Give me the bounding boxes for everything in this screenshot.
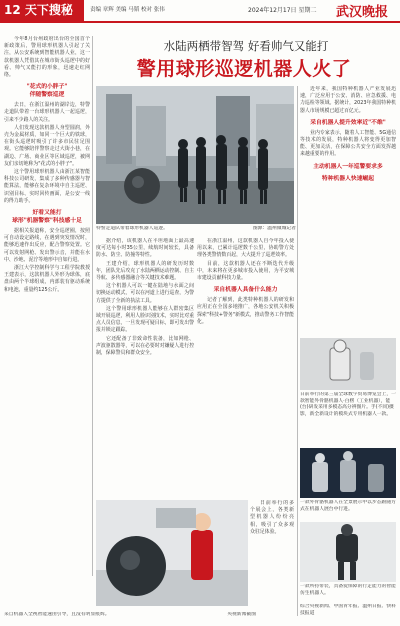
section-label: 12 天下搜秘: [0, 0, 84, 21]
para-14: 近年来，我国特种机器人产业发展迅速，广泛应用于公安、消防、应急救援、电力巡检等领域。据统计，2023年我国特种机器人市场规模已超过百亿元。: [300, 86, 396, 114]
subhead-5: 主动机器人一年巡警要求多: [313, 163, 383, 170]
right-column: [300, 86, 396, 336]
main-photo-caption: 特警走道队带着球形机器人巡逻。: [96, 226, 168, 231]
left-column: [4, 36, 90, 616]
middle-column: [96, 238, 194, 500]
robot-photo-2-caption: 一款外骨骼机器人在全景展示中以步态跟随方式在机器人展台中行进。: [300, 500, 396, 512]
para-9: 这个警用球形机器人能够在人群密集区域开展巡逻，利用人脸识别技术，实时比对重点人员信息，一旦发现可疑目标，即可发出警报并锁定跟踪。: [96, 305, 194, 334]
center-column: [197, 238, 294, 500]
headline-kicker: 水陆两栖带智驾 好看帅气又能打: [163, 39, 329, 53]
robot-photo-3: [300, 522, 396, 582]
para-3: 这个警用球形机器人由浙江某智能科技公司研发，集成了多种传感器与智能算法，能够在复杂环境中自主巡逻、识别目标、实时回传画面，是公安一线的得力助手。: [4, 169, 90, 204]
bottom-photo: [96, 500, 248, 606]
bottom-photo-credit: 央视新闻截图: [227, 612, 256, 617]
column-rule: [92, 36, 93, 576]
main-photo-credit: 图源：温州微城记者: [252, 226, 296, 231]
para-10: 它还配备了非致命性装备，比如网枪、声波驱散器等，可以在必要时对嫌疑人进行控制，保障警员和群众安全。: [96, 335, 194, 357]
para-15: 业内专家表示，随着人工智能、5G通信等技术的发展，特种机器人将变得更加智能、更加灵活，在保障公共安全方面发挥越来越重要的作用。: [300, 129, 396, 158]
subhead-3: 采自机器人具备什么能力: [213, 287, 278, 294]
subhead-6: 特种机器人快速崛起: [321, 175, 375, 182]
robot-photo-1-caption: 日前举行的第三届全球数字贸易博览会上，一款智能外骨骼机器人·白楞（工业机器），能(台)研发采用多模态高分辨图片。手(不同)摄影，新全新设计的模块式专用机器人一款。: [300, 392, 396, 417]
para-6: 据介绍，该机器人在平坦地面上最高速度可达每小时35公里，续航时间较长，具备防水、防尘、防撞等特性。: [96, 238, 194, 259]
issue-date: 2024年12月17日 星期二: [248, 7, 317, 14]
robot-photo-2: [300, 448, 396, 498]
narrow-column: [250, 500, 294, 610]
masthead: [0, 0, 400, 22]
subhead-1: "花式的小胖子" 伴随警察巡逻: [26, 84, 68, 99]
subhead-4: 采自机器人提升效率近"不维": [310, 119, 386, 126]
robot-photo-1: [300, 338, 396, 390]
headline-title: 警用球形巡逻机器人火了: [136, 58, 352, 80]
right-rule: [297, 86, 298, 616]
para-11: 在浙江温州，这款机器人自今年投入使用以来，已累计巡逻数千公里，协助警方处理各类警情数百起，大大提升了巡逻效率。: [197, 238, 294, 259]
robot-photo-3-caption: 一款所持带装，具备爱保障的行走能力的智能仿生机器人。: [300, 584, 396, 596]
para-16: 日前举行的多个展会上，各类新型机器人纷纷亮相，吸引了众多观众驻足体验。: [250, 500, 294, 535]
para-13: 记者了解到，此类特种机器人的研发和应用正在全国多地推广，各地公安机关积极探索"科技+警务"新模式，推动警务工作智能化。: [197, 297, 294, 325]
para-12: 目前，这款机器人还在不断迭代升级中，未来将在更多城市投入使用，为平安城市建设贡献科技力量。: [197, 260, 294, 282]
para-2: 人们发现这款机器人身型圆润，外壳为金属材质，如同一个巨大的铁球，在街头巡逻时吸引了许多市民驻足围观。它能够陪伴警察走过大街小巷，在湖边、广场、商业区等区域巡逻，被网友们亲切地称为"花式的小胖子"。: [4, 124, 90, 167]
para-4: 据相关报道称，安全巡逻圈，按照可自动设定路线，在遇到突发情况时，能够迅速作出反应，配合警察处置。它可以发射网枪、发出警示音，并能在水中、沙地、泥泞等地形中自如行进。: [4, 228, 90, 263]
para-5: 浙江大学控制科学与工程学院教授王建表示，这款机器人外形为球体，底盘由两个半球组成，内部装有驱动系统和电池，重量约125公斤。: [4, 265, 90, 293]
intro-text: 今年8月台州政府出台的全国首个新政策后，警用球形机器人引起了关注，从公安系统到智能机器人业，这一款机器人凭借其在城市街头巡逻中的好看、帅气又能打的形象，迅速走红网络。: [4, 36, 90, 79]
para-8: 这个机器人可以一键在陆地与水面之间切换运动模式，可以在河道上进行巡查，为警方提供了全新的执法工具。: [96, 283, 194, 304]
main-photo: [96, 86, 294, 224]
subhead-2: 好看又能打 球形"机器警察"科技感十足: [12, 210, 82, 225]
sources-note: 综合央视新闻、中国青年报、温州日报、快科技报道: [300, 604, 396, 616]
para-7: 王建介绍，球形机器人的研发历时数年，团队先后攻克了水陆两栖运动控制、自主导航、多传感器融合等关键技术难题。: [96, 260, 194, 282]
bottom-photo-caption: 采自机器人全视智能速由引导，且没有明显痕辉。: [4, 612, 110, 617]
editors-line: 责编 章辉 美编 马韬 校对 张伟: [90, 7, 165, 13]
para-1: 去日，在浙江温州的湖岸边，特警走道队带着一台球形机器人一起巡逻，引来不少路人的关注。: [4, 102, 90, 123]
newspaper-logo: 武汉晚报: [336, 5, 389, 20]
masthead-rule: [0, 21, 400, 23]
